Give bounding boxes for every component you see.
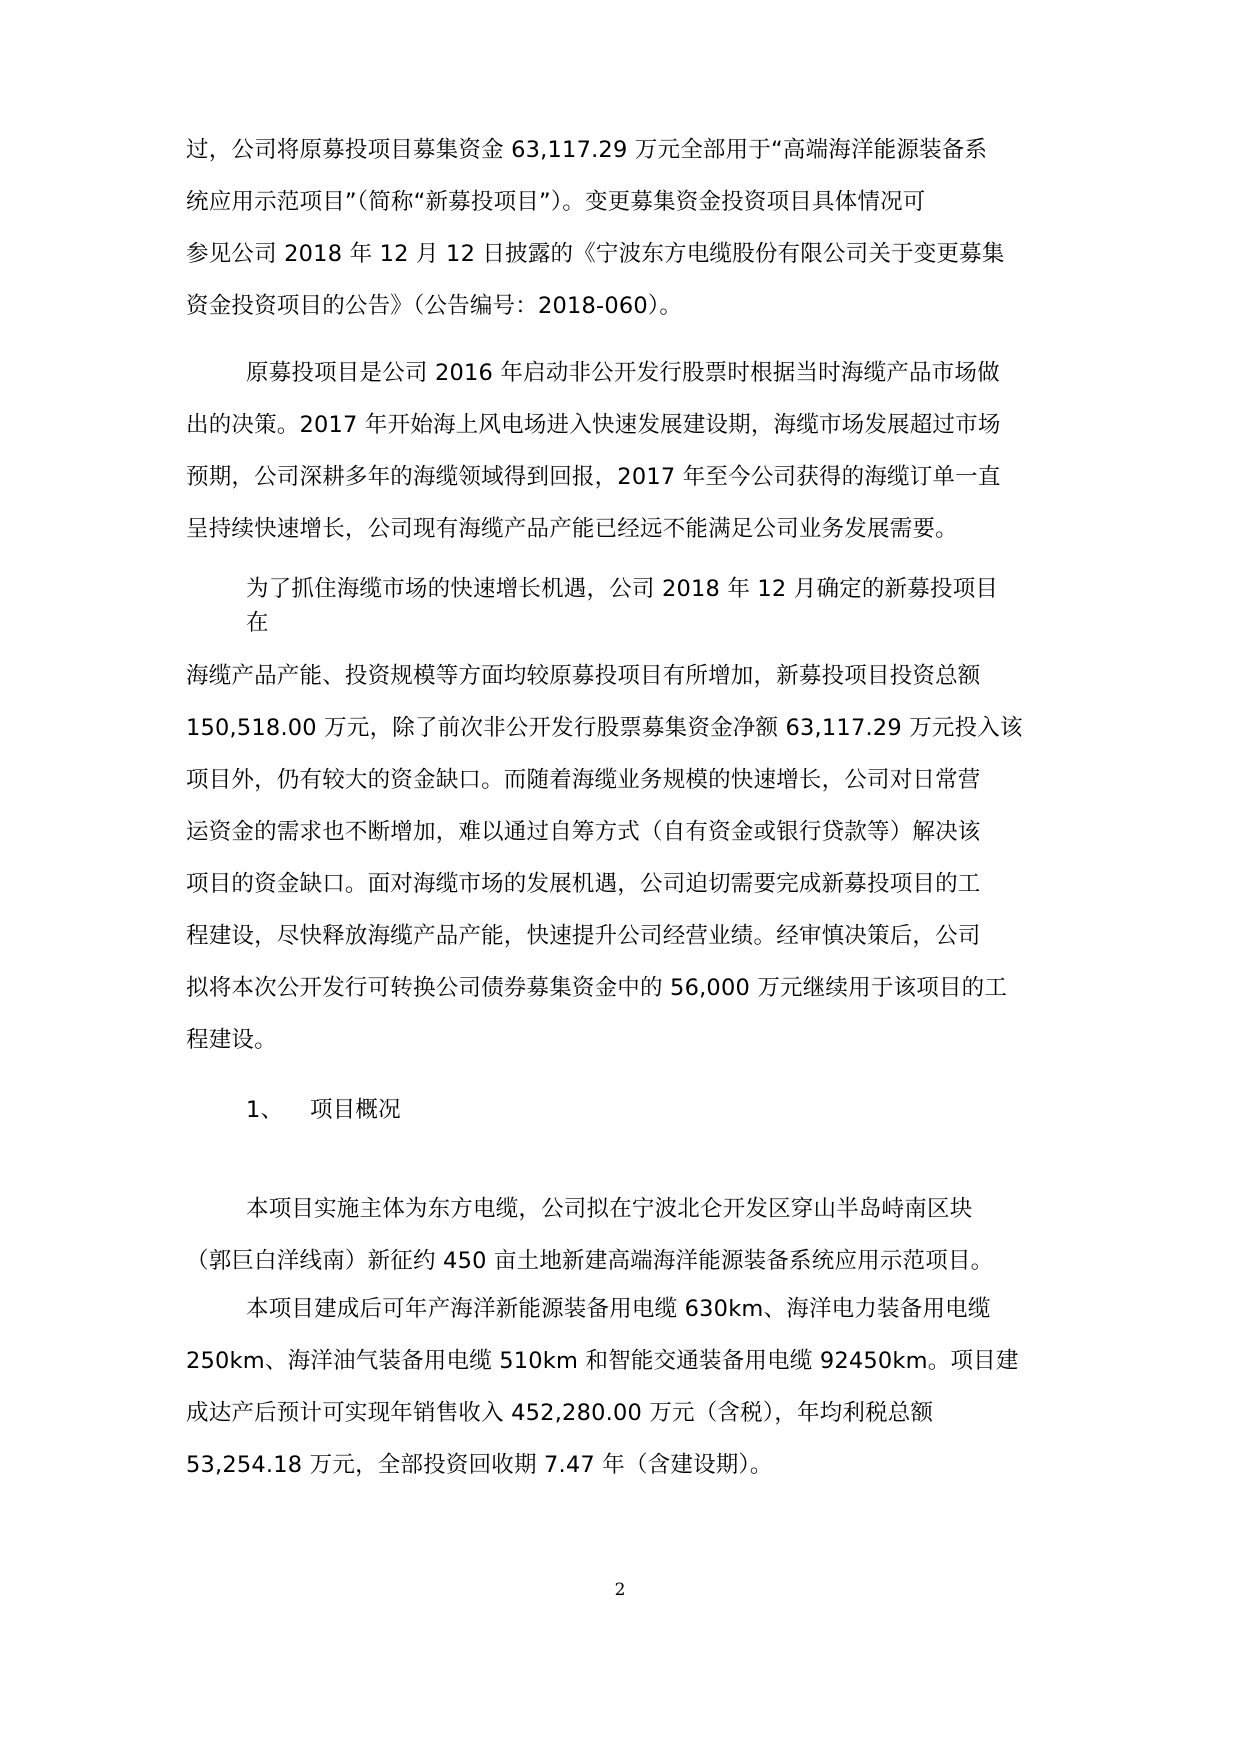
paragraph-3 [186, 572, 1066, 1066]
paragraph-5-line: 53,254.18 万元，全部投资回收期 7.47 年（含建设期）。 [186, 1452, 773, 1478]
paragraph-5-line: 成达产后预计可实现年销售收入 452,280.00 万元（含税），年均利税总额 [186, 1400, 934, 1426]
paragraph-2-line: 预期，公司深耕多年的海缆领域得到回报，2017 年至今公司获得的海缆订单一直 [186, 464, 1001, 490]
section-heading [186, 1084, 1066, 1136]
paragraph-3-line: 程建设。 [186, 1027, 277, 1053]
section-heading-line [186, 1084, 1066, 1136]
paragraph-3-line: 在 [246, 610, 269, 636]
paragraph-4-line: （郭巨白洋线南）新征约 450 亩土地新建高端海洋能源装备系统应用示范项目。 [186, 1248, 994, 1274]
paragraph-1 [186, 124, 1066, 332]
section-title: 项目概况 [310, 1097, 401, 1123]
paragraph-5-line: 本项目建成后可年产海洋新能源装备用电缆 630km、海洋电力装备用电缆 [246, 1296, 991, 1322]
paragraph-4 [186, 1183, 1066, 1287]
paragraph-2 [186, 347, 1066, 555]
paragraph-3-line: 运资金的需求也不断增加，难以通过自筹方式（自有资金或银行贷款等）解决该 [186, 819, 981, 845]
paragraph-3-line: 项目外，仍有较大的资金缺口。而随着海缆业务规模的快速增长，公司对日常营 [186, 767, 981, 793]
paragraph-5 [186, 1283, 1066, 1491]
page-number: 2 [614, 1580, 626, 1600]
paragraph-3-line: 为了抓住海缆市场的快速增长机遇，公司 2018 年 12 月确定的新募投项目 [246, 576, 999, 602]
section-number: 1、 [246, 1097, 284, 1123]
paragraph-1-line: 资金投资项目的公告》（公告编号：2018-060）。 [186, 293, 683, 319]
paragraph-2-line: 原募投项目是公司 2016 年启动非公开发行股票时根据当时海缆产品市场做 [246, 360, 1000, 386]
paragraph-2-line: 出的决策。2017 年开始海上风电场进入快速发展建设期，海缆市场发展超过市场 [186, 412, 1001, 438]
paragraph-1-line: 过，公司将原募投项目募集资金 63,117.29 万元全部用于“高端海洋能源装备系 [186, 137, 988, 163]
paragraph-3-line: 项目的资金缺口。面对海缆市场的发展机遇，公司迫切需要完成新募投项目的工 [186, 871, 981, 897]
paragraph-3-line: 拟将本次公开发行可转换公司债券募集资金中的 56,000 万元继续用于该项目的工 [186, 975, 1008, 1001]
paragraph-1-line: 参见公司 2018 年 12 月 12 日披露的《宁波东方电缆股份有限公司关于变更募集 [186, 241, 1005, 267]
paragraph-4-line: 本项目实施主体为东方电缆，公司拟在宁波北仑开发区穿山半岛峙南区块 [246, 1196, 973, 1222]
paragraph-3-line: 150,518.00 万元，除了前次非公开发行股票募集资金净额 63,117.29 万元投入该 [186, 715, 1023, 741]
paragraph-3-line: 海缆产品产能、投资规模等方面均较原募投项目有所增加，新募投项目投资总额 [186, 663, 981, 689]
paragraph-3-line: 程建设，尽快释放海缆产品产能，快速提升公司经营业绩。经审慎决策后，公司 [186, 923, 981, 949]
paragraph-1-line: 统应用示范项目”（简称“新募投项目”）。变更募集资金投资项目具体情况可 [186, 189, 926, 215]
paragraph-5-line: 250km、海洋油气装备用电缆 510km 和智能交通装备用电缆 92450km。项目建 [186, 1348, 1019, 1374]
paragraph-2-line: 呈持续快速增长，公司现有海缆产品产能已经远不能满足公司业务发展需要。 [186, 516, 958, 542]
